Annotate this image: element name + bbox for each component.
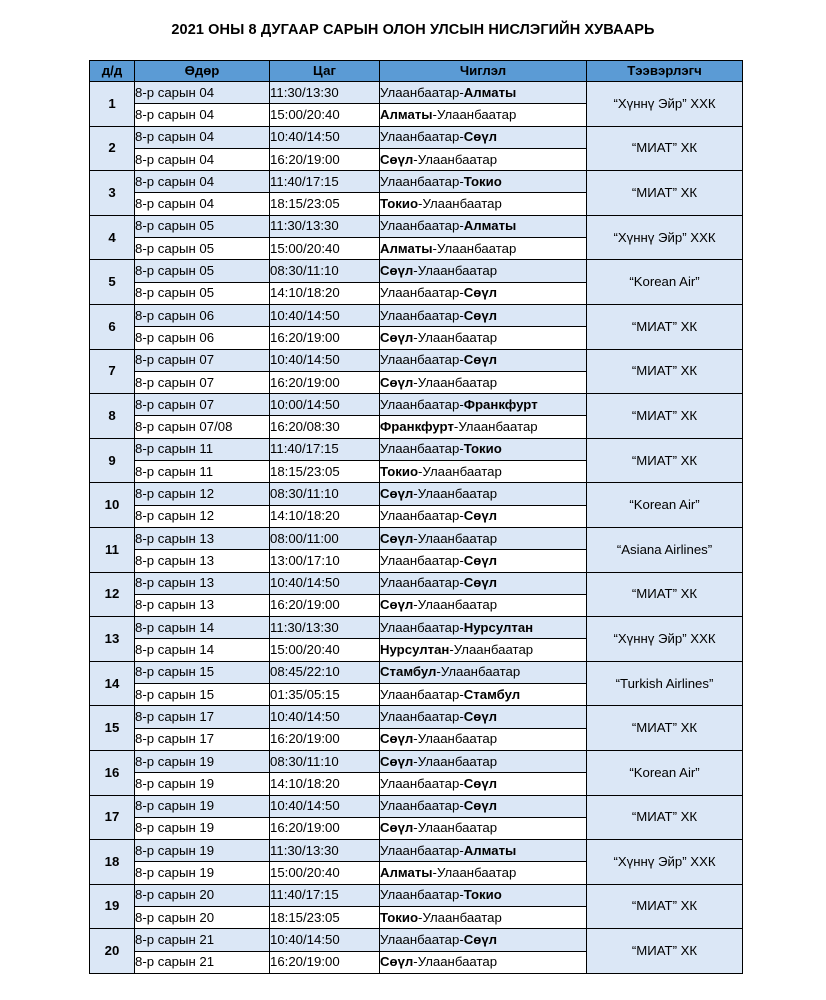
route-destination: Улаанбаатар — [417, 530, 498, 546]
flight-date: 8-р сарын 12 — [135, 505, 270, 527]
table-row — [90, 884, 743, 906]
flight-route: Сөүл-Улаанбаатар — [380, 817, 587, 839]
route-destination: Сөүл — [463, 508, 498, 524]
flight-route: Улаанбаатар-Сөүл — [380, 505, 587, 527]
table-row — [90, 126, 743, 148]
flight-time: 18:15/23:05 — [270, 461, 380, 483]
route-origin: Улаанбаатар — [380, 508, 460, 524]
flight-date: 8-р сарын 17 — [135, 728, 270, 750]
carrier-name: “Turkish Airlines” — [587, 661, 743, 706]
header-route: Чиглэл — [380, 61, 587, 82]
flight-date: 8-р сарын 19 — [135, 862, 270, 884]
flight-date: 8-р сарын 04 — [135, 171, 270, 193]
route-origin: Улаанбаатар — [380, 352, 460, 368]
table-row — [90, 171, 743, 193]
flight-time: 16:20/08:30 — [270, 416, 380, 438]
row-number: 9 — [90, 438, 135, 483]
route-origin: Улаанбаатар — [380, 686, 460, 702]
flight-date: 8-р сарын 06 — [135, 304, 270, 326]
flight-time: 15:00/20:40 — [270, 639, 380, 661]
row-number: 3 — [90, 171, 135, 216]
route-origin: Сөүл — [380, 753, 414, 769]
carrier-name: “Хүннү Эйр” ХХК — [587, 840, 743, 885]
flight-time: 14:10/18:20 — [270, 773, 380, 795]
flight-time: 10:40/14:50 — [270, 572, 380, 594]
flight-route: Улаанбаатар-Сөүл — [380, 550, 587, 572]
flight-time: 10:00/14:50 — [270, 394, 380, 416]
route-origin: Стамбул — [380, 664, 437, 680]
route-destination: Сөүл — [463, 285, 498, 301]
route-origin: Токио — [380, 196, 419, 212]
route-origin: Токио — [380, 909, 419, 925]
flight-date: 8-р сарын 05 — [135, 260, 270, 282]
carrier-name: “Хүннү Эйр” ХХК — [587, 617, 743, 662]
route-origin: Улаанбаатар — [380, 84, 460, 100]
flight-date: 8-р сарын 05 — [135, 282, 270, 304]
flight-time: 11:30/13:30 — [270, 617, 380, 639]
flight-date: 8-р сарын 04 — [135, 193, 270, 215]
route-origin: Улаанбаатар — [380, 619, 460, 635]
table-row — [90, 706, 743, 728]
route-destination: Сөүл — [463, 307, 498, 323]
row-number: 11 — [90, 527, 135, 572]
flight-time: 10:40/14:50 — [270, 304, 380, 326]
row-number: 15 — [90, 706, 135, 751]
flight-time: 16:20/19:00 — [270, 148, 380, 170]
flight-route: Улаанбаатар-Нурсултан — [380, 617, 587, 639]
flight-date: 8-р сарын 19 — [135, 773, 270, 795]
flight-route: Улаанбаатар-Сөүл — [380, 773, 587, 795]
flight-date: 8-р сарын 15 — [135, 661, 270, 683]
flight-time: 13:00/17:10 — [270, 550, 380, 572]
route-destination: Улаанбаатар — [417, 263, 498, 279]
row-number: 2 — [90, 126, 135, 171]
flight-time: 10:40/14:50 — [270, 126, 380, 148]
route-destination: Токио — [463, 441, 502, 457]
flight-time: 16:20/19:00 — [270, 327, 380, 349]
flight-route: Сөүл-Улаанбаатар — [380, 594, 587, 616]
route-origin: Улаанбаатар — [380, 173, 460, 189]
table-header-row — [90, 61, 743, 82]
route-origin: Улаанбаатар — [380, 396, 460, 412]
table-body — [90, 82, 743, 974]
flight-time: 14:10/18:20 — [270, 282, 380, 304]
route-destination: Сөүл — [463, 931, 498, 947]
flight-route: Улаанбаатар-Токио — [380, 438, 587, 460]
flight-date: 8-р сарын 04 — [135, 82, 270, 104]
carrier-name: “Хүннү Эйр” ХХК — [587, 82, 743, 127]
route-destination: Сөүл — [463, 798, 498, 814]
carrier-name: “МИАТ” ХК — [587, 126, 743, 171]
flight-route: Сөүл-Улаанбаатар — [380, 728, 587, 750]
route-destination: Алматы — [463, 218, 517, 234]
route-origin: Улаанбаатар — [380, 575, 460, 591]
carrier-name: “МИАТ” ХК — [587, 438, 743, 483]
flight-date: 8-р сарын 19 — [135, 817, 270, 839]
flight-time: 10:40/14:50 — [270, 349, 380, 371]
row-number: 14 — [90, 661, 135, 706]
row-number: 17 — [90, 795, 135, 840]
page-title: 2021 ОНЫ 8 ДУГААР САРЫН ОЛОН УЛСЫН НИСЛЭГИЙН ХУВААРЬ — [171, 22, 655, 38]
route-destination: Улаанбаатар — [417, 753, 498, 769]
flight-route: Улаанбаатар-Сөүл — [380, 706, 587, 728]
route-origin: Сөүл — [380, 530, 414, 546]
route-destination: Нурсултан — [463, 619, 534, 635]
flight-time: 18:15/23:05 — [270, 906, 380, 928]
flight-route: Улаанбаатар-Сөүл — [380, 572, 587, 594]
carrier-name: “МИАТ” ХК — [587, 929, 743, 974]
carrier-name: “Korean Air” — [587, 483, 743, 528]
carrier-name: “Хүннү Эйр” ХХК — [587, 215, 743, 260]
row-number: 16 — [90, 750, 135, 795]
flight-route: Улаанбаатар-Сөүл — [380, 929, 587, 951]
row-number: 12 — [90, 572, 135, 617]
row-number: 18 — [90, 840, 135, 885]
route-origin: Токио — [380, 463, 419, 479]
flight-route: Сөүл-Улаанбаатар — [380, 148, 587, 170]
flight-time: 15:00/20:40 — [270, 104, 380, 126]
route-origin: Улаанбаатар — [380, 775, 460, 791]
flight-route: Токио-Улаанбаатар — [380, 906, 587, 928]
flight-date: 8-р сарын 21 — [135, 951, 270, 973]
flight-time: 10:40/14:50 — [270, 706, 380, 728]
flight-date: 8-р сарын 11 — [135, 438, 270, 460]
row-number: 20 — [90, 929, 135, 974]
route-origin: Сөүл — [380, 597, 414, 613]
route-origin: Улаанбаатар — [380, 887, 460, 903]
route-origin: Сөүл — [380, 731, 414, 747]
flight-date: 8-р сарын 07/08 — [135, 416, 270, 438]
route-origin: Нурсултан — [380, 642, 450, 658]
flight-route: Стамбул-Улаанбаатар — [380, 661, 587, 683]
flight-time: 16:20/19:00 — [270, 728, 380, 750]
carrier-name: “МИАТ” ХК — [587, 171, 743, 216]
flight-time: 01:35/05:15 — [270, 684, 380, 706]
flight-time: 10:40/14:50 — [270, 929, 380, 951]
route-destination: Улаанбаатар — [417, 597, 498, 613]
flight-date: 8-р сарын 13 — [135, 527, 270, 549]
flight-time: 16:20/19:00 — [270, 594, 380, 616]
flight-route: Сөүл-Улаанбаатар — [380, 371, 587, 393]
route-destination: Улаанбаатар — [417, 374, 498, 390]
table-row — [90, 795, 743, 817]
route-origin: Сөүл — [380, 151, 414, 167]
table-row — [90, 304, 743, 326]
header-time: Цаг — [270, 61, 380, 82]
flight-time: 11:30/13:30 — [270, 215, 380, 237]
route-origin: Франкфурт — [380, 419, 454, 435]
carrier-name: “Asiana Airlines” — [587, 527, 743, 572]
route-origin: Алматы — [380, 865, 433, 881]
flight-time: 16:20/19:00 — [270, 951, 380, 973]
flight-time: 14:10/18:20 — [270, 505, 380, 527]
route-destination: Улаанбаатар — [440, 664, 521, 680]
table-row — [90, 82, 743, 104]
table-row — [90, 438, 743, 460]
flight-time: 15:00/20:40 — [270, 238, 380, 260]
flight-route: Улаанбаатар-Алматы — [380, 82, 587, 104]
flight-date: 8-р сарын 04 — [135, 104, 270, 126]
flight-date: 8-р сарын 19 — [135, 750, 270, 772]
route-destination: Улаанбаатар — [417, 329, 498, 345]
route-destination: Улаанбаатар — [417, 954, 498, 970]
route-destination: Улаанбаатар — [422, 463, 502, 479]
route-destination: Сөүл — [463, 352, 498, 368]
route-destination: Улаанбаатар — [453, 642, 534, 658]
flight-route: Улаанбаатар-Сөүл — [380, 349, 587, 371]
route-destination: Алматы — [463, 842, 517, 858]
flight-time: 11:40/17:15 — [270, 884, 380, 906]
route-origin: Сөүл — [380, 820, 414, 836]
flight-time: 11:30/13:30 — [270, 82, 380, 104]
flight-date: 8-р сарын 12 — [135, 483, 270, 505]
row-number: 1 — [90, 82, 135, 127]
route-destination: Сөүл — [463, 129, 498, 145]
table-row — [90, 483, 743, 505]
flight-date: 8-р сарын 14 — [135, 617, 270, 639]
flight-route: Алматы-Улаанбаатар — [380, 238, 587, 260]
carrier-name: “МИАТ” ХК — [587, 349, 743, 394]
flight-date: 8-р сарын 15 — [135, 684, 270, 706]
flight-route: Улаанбаатар-Франкфурт — [380, 394, 587, 416]
flight-route: Алматы-Улаанбаатар — [380, 862, 587, 884]
table-row — [90, 661, 743, 683]
route-origin: Улаанбаатар — [380, 931, 460, 947]
carrier-name: “МИАТ” ХК — [587, 304, 743, 349]
route-origin: Улаанбаатар — [380, 798, 460, 814]
flight-route: Улаанбаатар-Токио — [380, 884, 587, 906]
route-destination: Улаанбаатар — [417, 731, 498, 747]
flight-route: Сөүл-Улаанбаатар — [380, 750, 587, 772]
route-origin: Алматы — [380, 240, 433, 256]
flight-date: 8-р сарын 06 — [135, 327, 270, 349]
table-row — [90, 260, 743, 282]
route-origin: Сөүл — [380, 954, 414, 970]
flight-route: Токио-Улаанбаатар — [380, 461, 587, 483]
route-origin: Улаанбаатар — [380, 552, 460, 568]
flight-date: 8-р сарын 13 — [135, 572, 270, 594]
table-row — [90, 572, 743, 594]
table-row — [90, 394, 743, 416]
route-destination: Сөүл — [463, 575, 498, 591]
flight-route: Улаанбаатар-Токио — [380, 171, 587, 193]
row-number: 7 — [90, 349, 135, 394]
route-destination: Франкфурт — [463, 396, 538, 412]
flight-time: 08:30/11:10 — [270, 260, 380, 282]
flight-schedule-table — [89, 60, 743, 974]
flight-route: Нурсултан-Улаанбаатар — [380, 639, 587, 661]
flight-time: 11:30/13:30 — [270, 840, 380, 862]
flight-date: 8-р сарын 04 — [135, 126, 270, 148]
flight-route: Алматы-Улаанбаатар — [380, 104, 587, 126]
flight-route: Улаанбаатар-Сөүл — [380, 282, 587, 304]
flight-route: Сөүл-Улаанбаатар — [380, 483, 587, 505]
flight-route: Франкфурт-Улаанбаатар — [380, 416, 587, 438]
flight-date: 8-р сарын 13 — [135, 594, 270, 616]
flight-route: Токио-Улаанбаатар — [380, 193, 587, 215]
route-origin: Улаанбаатар — [380, 842, 460, 858]
flight-time: 10:40/14:50 — [270, 795, 380, 817]
flight-time: 18:15/23:05 — [270, 193, 380, 215]
flight-time: 08:00/11:00 — [270, 527, 380, 549]
row-number: 5 — [90, 260, 135, 305]
route-destination: Сөүл — [463, 552, 498, 568]
flight-time: 15:00/20:40 — [270, 862, 380, 884]
header-num: д/д — [90, 61, 135, 82]
flight-time: 11:40/17:15 — [270, 171, 380, 193]
flight-route: Улаанбаатар-Сөүл — [380, 795, 587, 817]
flight-date: 8-р сарын 19 — [135, 840, 270, 862]
row-number: 10 — [90, 483, 135, 528]
table-row — [90, 215, 743, 237]
flight-date: 8-р сарын 05 — [135, 238, 270, 260]
route-destination: Улаанбаатар — [436, 240, 517, 256]
flight-date: 8-р сарын 04 — [135, 148, 270, 170]
row-number: 4 — [90, 215, 135, 260]
row-number: 6 — [90, 304, 135, 349]
route-destination: Улаанбаатар — [422, 196, 502, 212]
route-origin: Улаанбаатар — [380, 129, 460, 145]
flight-date: 8-р сарын 07 — [135, 349, 270, 371]
flight-route: Улаанбаатар-Стамбул — [380, 684, 587, 706]
route-origin: Алматы — [380, 106, 433, 122]
flight-time: 08:45/22:10 — [270, 661, 380, 683]
flight-time: 11:40/17:15 — [270, 438, 380, 460]
route-destination: Улаанбаатар — [436, 106, 517, 122]
header-date: Өдөр — [135, 61, 270, 82]
route-origin: Улаанбаатар — [380, 285, 460, 301]
route-destination: Стамбул — [463, 686, 521, 702]
flight-date: 8-р сарын 07 — [135, 371, 270, 393]
route-destination: Улаанбаатар — [422, 909, 502, 925]
route-destination: Токио — [463, 887, 502, 903]
table-row — [90, 617, 743, 639]
route-destination: Улаанбаатар — [436, 865, 517, 881]
flight-date: 8-р сарын 20 — [135, 884, 270, 906]
table-row — [90, 349, 743, 371]
flight-time: 08:30/11:10 — [270, 750, 380, 772]
route-destination: Улаанбаатар — [417, 485, 498, 501]
route-origin: Сөүл — [380, 263, 414, 279]
route-destination: Улаанбаатар — [417, 151, 498, 167]
flight-route: Улаанбаатар-Сөүл — [380, 126, 587, 148]
flight-route: Сөүл-Улаанбаатар — [380, 951, 587, 973]
flight-date: 8-р сарын 17 — [135, 706, 270, 728]
carrier-name: “МИАТ” ХК — [587, 706, 743, 751]
carrier-name: “МИАТ” ХК — [587, 394, 743, 439]
table-row — [90, 840, 743, 862]
route-origin: Улаанбаатар — [380, 307, 460, 323]
table-row — [90, 527, 743, 549]
carrier-name: “МИАТ” ХК — [587, 572, 743, 617]
carrier-name: “Korean Air” — [587, 260, 743, 305]
flight-route: Сөүл-Улаанбаатар — [380, 327, 587, 349]
route-origin: Сөүл — [380, 329, 414, 345]
route-destination: Алматы — [463, 84, 517, 100]
flight-date: 8-р сарын 05 — [135, 215, 270, 237]
route-origin: Сөүл — [380, 485, 414, 501]
route-destination: Сөүл — [463, 775, 498, 791]
flight-route: Улаанбаатар-Алматы — [380, 215, 587, 237]
flight-date: 8-р сарын 21 — [135, 929, 270, 951]
route-destination: Улаанбаатар — [458, 419, 538, 435]
table-row — [90, 750, 743, 772]
row-number: 8 — [90, 394, 135, 439]
flight-route: Сөүл-Улаанбаатар — [380, 260, 587, 282]
route-origin: Улаанбаатар — [380, 441, 460, 457]
flight-date: 8-р сарын 19 — [135, 795, 270, 817]
header-carrier: Тээвэрлэгч — [587, 61, 743, 82]
flight-time: 16:20/19:00 — [270, 817, 380, 839]
table-row — [90, 929, 743, 951]
route-destination: Улаанбаатар — [417, 820, 498, 836]
flight-date: 8-р сарын 14 — [135, 639, 270, 661]
flight-route: Улаанбаатар-Сөүл — [380, 304, 587, 326]
flight-route: Улаанбаатар-Алматы — [380, 840, 587, 862]
row-number: 13 — [90, 617, 135, 662]
flight-date: 8-р сарын 11 — [135, 461, 270, 483]
carrier-name: “МИАТ” ХК — [587, 795, 743, 840]
carrier-name: “МИАТ” ХК — [587, 884, 743, 929]
flight-time: 16:20/19:00 — [270, 371, 380, 393]
carrier-name: “Korean Air” — [587, 750, 743, 795]
flight-date: 8-р сарын 07 — [135, 394, 270, 416]
route-origin: Улаанбаатар — [380, 218, 460, 234]
flight-time: 08:30/11:10 — [270, 483, 380, 505]
route-origin: Сөүл — [380, 374, 414, 390]
flight-date: 8-р сарын 20 — [135, 906, 270, 928]
route-destination: Токио — [463, 173, 502, 189]
route-destination: Сөүл — [463, 708, 498, 724]
row-number: 19 — [90, 884, 135, 929]
flight-route: Сөүл-Улаанбаатар — [380, 527, 587, 549]
flight-date: 8-р сарын 13 — [135, 550, 270, 572]
route-origin: Улаанбаатар — [380, 708, 460, 724]
